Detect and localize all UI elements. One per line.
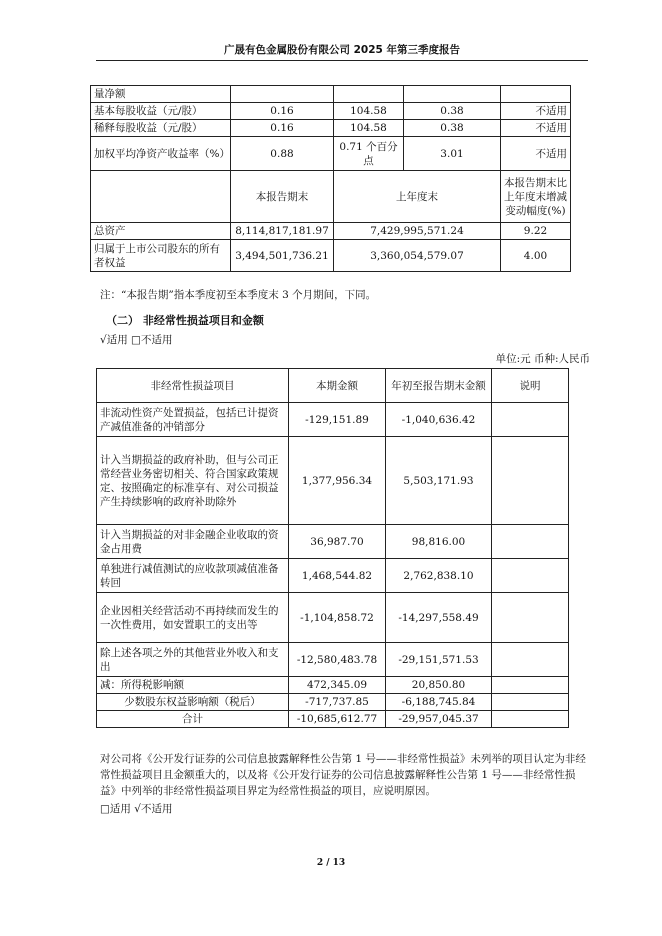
unit-label: 单位:元 币种:人民币	[495, 353, 590, 365]
table-row: 基本每股收益（元/股） 0.16 104.58 0.38 不适用	[91, 103, 571, 120]
item-label: 企业因相关经营活动不再持续而发生的一次性费用，如安置职工的支出等	[97, 593, 289, 643]
item-label: 单独进行减值测试的应收款项减值准备转回	[97, 559, 289, 593]
table-row: 单独进行减值测试的应收款项减值准备转回 1,468,544.82 2,762,838.10	[97, 559, 569, 593]
row-label: 加权平均净资产收益率（%）	[91, 137, 231, 171]
column-header: 非经常性损益项目	[97, 369, 289, 403]
page-number: 2 / 13	[316, 858, 346, 868]
column-header: 本期金额	[289, 369, 386, 403]
table-row: 计入当期损益的对非金融企业收取的资金占用费 36,987.70 98,816.00	[97, 525, 569, 559]
non-recurring-items-table	[96, 368, 569, 728]
table-header-row	[97, 369, 569, 403]
item-label: 减：所得税影响额	[97, 677, 289, 694]
financial-indicators-table	[90, 85, 571, 272]
table-row: 计入当期损益的政府补助，但与公司正常经营业务密切相关、符合国家政策规定、按照确定的标准享有、对公司损益产生持续影响的政府补助除外 1,377,956.34 5,503,171.93	[97, 437, 569, 525]
applicability-checkbox: √适用 □不适用	[100, 334, 173, 346]
table-note: 注：“本报告期”指本季度初至本季度末 3 个月期间，下同。	[100, 289, 377, 301]
page-header: 广晟有色金属股份有限公司 2025 年第三季度报告	[96, 42, 588, 61]
table-header-row	[91, 171, 571, 223]
table-row: 少数股东权益影响额（税后） -717,737.85 -6,188,745.84	[97, 694, 569, 711]
column-header: 本报告期末	[231, 171, 334, 223]
item-label: 合计	[97, 711, 289, 728]
table-row: 减：所得税影响额 472,345.09 20,850.80	[97, 677, 569, 694]
table-row	[91, 86, 571, 103]
row-label: 归属于上市公司股东的所有者权益	[91, 240, 231, 272]
table-total-row: 合计 -10,685,612.77 -29,957,045.37	[97, 711, 569, 728]
explanation-paragraph: 对公司将《公开发行证券的公司信息披露解释性公告第 1 号——非经常性损益》未列举的项目认定为非经常性损益项目且金额重大的，以及将《公开发行证券的公司信息披露解释性公告第 1 号——非经常性损益》中列举的非经常性损益项目界定为经常性损益的项目，应说明原因。	[100, 753, 586, 797]
table-row: 加权平均净资产收益率（%） 0.88 0.71 个百分点 3.01 不适用	[91, 137, 571, 171]
item-label: 除上述各项之外的其他营业外收入和支出	[97, 643, 289, 677]
table-row: 稀释每股收益（元/股） 0.16 104.58 0.38 不适用	[91, 120, 571, 137]
table-row: 归属于上市公司股东的所有者权益 3,494,501,736.21 3,360,054,579.07 4.00	[91, 240, 571, 272]
table-row: 企业因相关经营活动不再持续而发生的一次性费用，如安置职工的支出等 -1,104,858.72 -14,297,558.49	[97, 593, 569, 643]
column-header: 本报告期末比上年度末增减变动幅度(%)	[501, 171, 571, 223]
table-row: 非流动性资产处置损益，包括已计提资产减值准备的冲销部分 -129,151.89 -1,040,636.42	[97, 403, 569, 437]
row-label: 稀释每股收益（元/股）	[91, 120, 231, 137]
row-label: 量净额	[91, 86, 231, 103]
item-label: 计入当期损益的对非金融企业收取的资金占用费	[97, 525, 289, 559]
column-header: 年初至报告期末金额	[386, 369, 492, 403]
section-title: （二） 非经常性损益项目和金额	[106, 314, 264, 327]
applicability-checkbox-2: □适用 √不适用	[100, 803, 173, 815]
table-row: 总资产 8,114,817,181.97 7,429,995,571.24 9.22	[91, 223, 571, 240]
table-row: 除上述各项之外的其他营业外收入和支出 -12,580,483.78 -29,151,571.53	[97, 643, 569, 677]
item-label: 非流动性资产处置损益，包括已计提资产减值准备的冲销部分	[97, 403, 289, 437]
column-header: 说明	[492, 369, 569, 403]
row-label: 总资产	[91, 223, 231, 240]
column-header: 上年度末	[334, 171, 501, 223]
item-label: 计入当期损益的政府补助，但与公司正常经营业务密切相关、符合国家政策规定、按照确定的标准享有、对公司损益产生持续影响的政府补助除外	[97, 437, 289, 525]
item-label: 少数股东权益影响额（税后）	[97, 694, 289, 711]
row-label: 基本每股收益（元/股）	[91, 103, 231, 120]
